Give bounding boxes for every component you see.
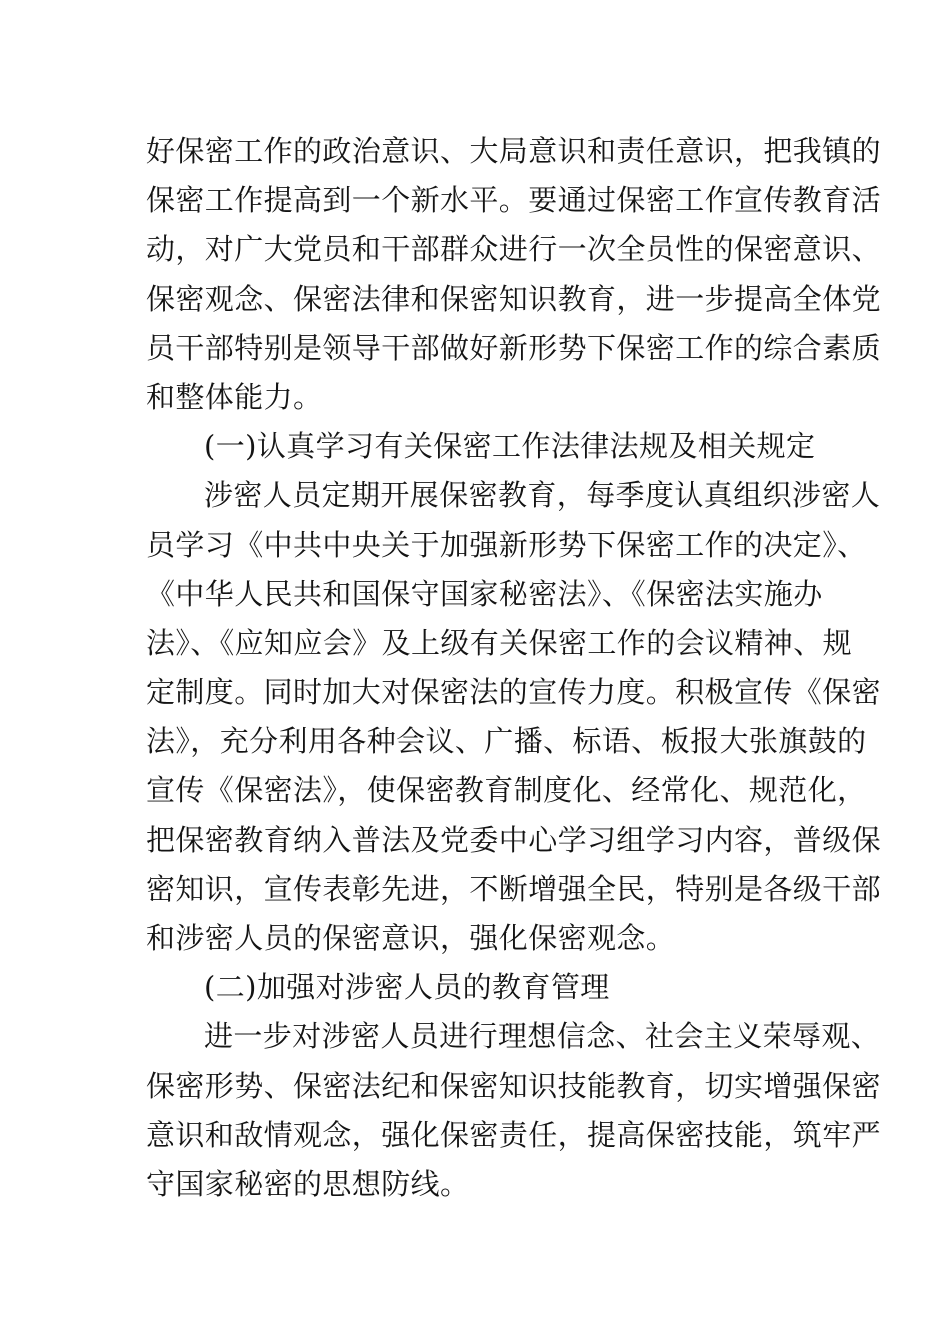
body-text	[146, 127, 882, 1209]
text-line: 宣传《保密法》，使保密教育制度化、经常化、规范化，	[146, 773, 867, 808]
paragraph-study-regulations	[146, 471, 882, 963]
paragraph-intro-continuation	[146, 127, 882, 422]
text-line: 动，对广大党员和干部群众进行一次全员性的保密意识、	[146, 232, 882, 267]
text-line: 定制度。同时加大对保密法的宣传力度。积极宣传《保密	[146, 675, 882, 710]
text-line: 员干部特别是领导干部做好新形势下保密工作的综合素质	[146, 330, 882, 365]
text-line: 守国家秘密的思想防线。	[146, 1166, 470, 1201]
text-line: 和涉密人员的保密意识，强化保密观念。	[146, 921, 676, 955]
text-line: 进一步对涉密人员进行理想信念、社会主义荣辱观、	[204, 1019, 881, 1054]
text-line: 保密工作提高到一个新水平。要通过保密工作宣传教育活	[146, 183, 882, 218]
section-heading-2	[146, 963, 808, 1012]
text-line: 法》、《应知应会》及上级有关保密工作的会议精神、规	[146, 625, 853, 660]
text-line: 员学习《中共中央关于加强新形势下保密工作的决定》、	[146, 527, 867, 562]
text-line: 意识和敌情观念，强化保密责任，提高保密技能，筑牢严	[146, 1117, 882, 1152]
text-line: 好保密工作的政治意识、大局意识和责任意识，把我镇的	[146, 134, 882, 168]
text-line: 和整体能力。	[146, 379, 323, 414]
section-heading-1	[146, 422, 816, 471]
text-line: 《中华人民共和国保守国家秘密法》、《保密法实施办	[146, 576, 823, 611]
text-line: 保密形势、保密法纪和保密知识技能教育，切实增强保密	[146, 1068, 882, 1103]
paragraph-personnel-education	[146, 1012, 882, 1209]
text-line: 密知识，宣传表彰先进，不断增强全民，特别是各级干部	[146, 871, 882, 906]
heading-line: (一)认真学习有关保密工作法律法规及相关规定	[204, 429, 816, 464]
text-line: 把保密教育纳入普法及党委中心学习组学习内容，普级保	[146, 822, 882, 857]
heading-line: (二)加强对涉密人员的教育管理	[204, 970, 610, 1005]
text-line: 涉密人员定期开展保密教育，每季度认真组织涉密人	[204, 478, 881, 513]
text-line: 法》，充分利用各种会议、广播、标语、板报大张旗鼓的	[146, 724, 867, 759]
text-line: 保密观念、保密法律和保密知识教育，进一步提高全体党	[146, 281, 882, 316]
